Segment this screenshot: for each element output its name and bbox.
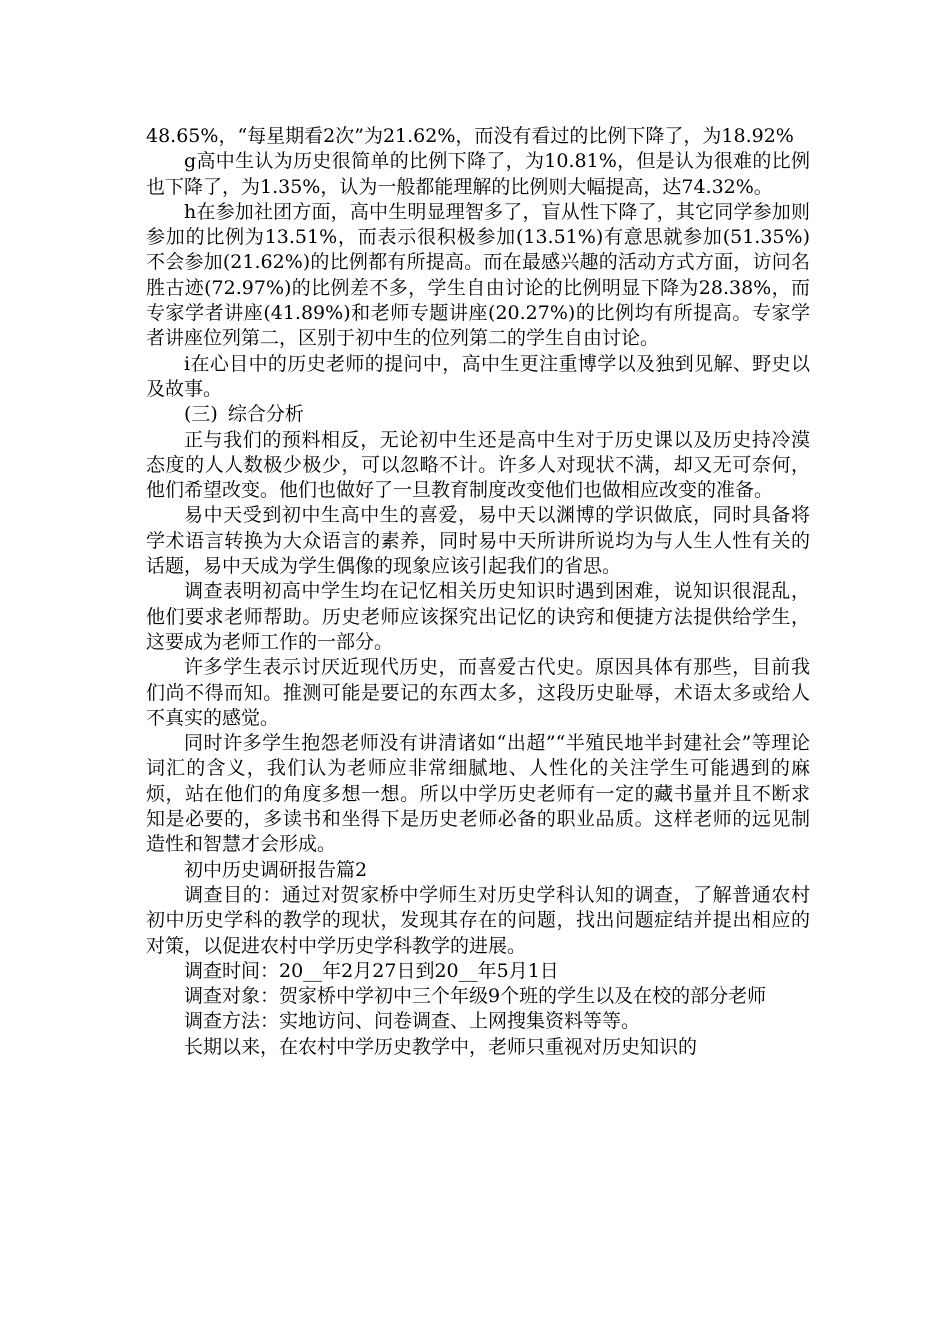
paragraph-item-h: h在参加社团方面，高中生明显理智多了，盲从性下降了，其它同学参加则参加的比例为13.51%，而表示很积极参加(13.51%)有意思就参加(51.35%)不会参加(21.62%)的比例都有所提高。而在最感兴趣的活动方式方面，访问名胜古迹(72.97%)的比例差不多，学生自由讨论的比例明显下降为28.38%，而专家学者讲座(41.89%)和老师专题讲座(20.27%)的比例均有所提高。专家学者讲座位列第二，区别于初中生的位列第二的学生自由讨论。: [146, 200, 810, 350]
report-purpose: 调查目的：通过对贺家桥中学师生对历史学科认知的调查，了解普通农村初中历史学科的教学的现状，发现其存在的问题，找出问题症结并提出相应的对策，以促进农村中学历史学科教学的进展。: [146, 883, 810, 957]
report-methods: 调查方法：实地访问、问卷调查、上网搜集资料等等。: [184, 1010, 641, 1033]
section-heading-number: (三): [184, 403, 218, 426]
analysis-paragraph: 正与我们的预料相反，无论初中生还是高中生对于历史课以及历史持冷漠态度的人人数极少极少，可以忽略不计。许多人对现状不满，却又无可奈何，他们希望改变。他们也做好了一旦教育制度改变他们也做相应改变的准备。: [146, 428, 810, 502]
analysis-paragraph: 同时许多学生抱怨老师没有讲清诸如“出超”“半殖民地半封建社会”等理论词汇的含义，我们认为老师应非常细腻地、人性化的关注学生可能遇到的麻烦，站在他们的角度多想一想。所以中学历史老师有一定的藏书量并且不断求知是必要的，多读书和坐得下是历史老师必备的职业品质。这样老师的远见制造性和智慧才会形成。: [146, 732, 810, 856]
analysis-paragraph: 易中天受到初中生高中生的喜爱，易中天以渊博的学识做底，同时具备将学术语言转换为大众语言的素养，同时易中天所讲所说均为与人生人性有关的话题，易中天成为学生偶像的现象应该引起我们的省思。: [146, 504, 810, 578]
report-title: 初中历史调研报告篇2: [184, 858, 368, 881]
analysis-paragraph: 调查表明初高中学生均在记忆相关历史知识时遇到困难，说知识很混乱，他们要求老师帮助。历史老师应该探究出记忆的诀窍和便捷方法提供给学生，这要成为老师工作的一部分。: [146, 580, 810, 653]
paragraph-item-g: g高中生认为历史很简单的比例下降了，为10.81%，但是认为很难的比例也下降了，为1.35%，认为一般都能理解的比例则大幅提高，达74.32%。: [146, 150, 810, 198]
analysis-paragraph: 许多学生表示讨厌近现代历史，而喜爱古代史。原因具体有那些，目前我们尚不得而知。推测可能是要记的东西太多，这段历史耻辱，术语太多或给人不真实的感觉。: [146, 656, 810, 729]
paragraph-item-i: i在心目中的历史老师的提问中，高中生更注重博学以及独到见解、野史以及故事。: [146, 352, 810, 400]
section-heading-title: 综合分析: [227, 403, 304, 426]
report-time: 调查时间：20__年2月27日到20__年5月1日: [184, 959, 559, 982]
document-page: [146, 124, 810, 1060]
report-body: 长期以来，在农村中学历史教学中，老师只重视对历史知识的: [184, 1035, 698, 1058]
report-subjects: 调查对象：贺家桥中学初中三个年级9个班的学生以及在校的部分老师: [184, 985, 767, 1008]
paragraph-continuation: 48.65%，“每星期看2次”为21.62%，而没有看过的比例下降了，为18.92%: [146, 125, 794, 147]
section-heading: [146, 402, 810, 427]
